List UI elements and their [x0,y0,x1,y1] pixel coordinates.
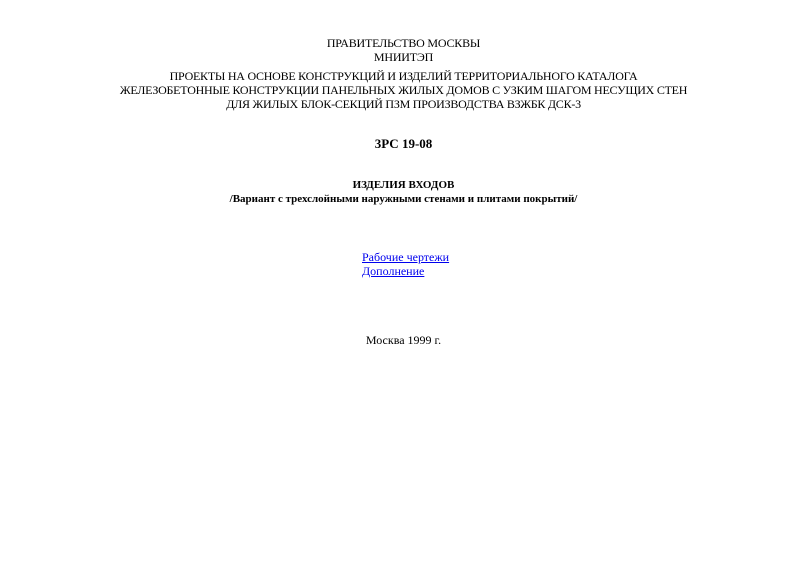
document-title-text: ИЗДЕЛИЯ ВХОДОВ [352,179,455,191]
document-subtitle-text: /Вариант с трехслойными наружными стенами и плитами покрытий/ [229,193,578,205]
project-line-2: ЖЕЛЕЗОБЕТОННЫЕ КОНСТРУКЦИИ ПАНЕЛЬНЫХ ЖИЛЫХ ДОМОВ С УЗКИМ ШАГОМ НЕСУЩИХ СТЕН [119,83,688,97]
organization-header [0,36,807,64]
addendum-link[interactable]: Дополнение [362,264,425,278]
document-code-text: 3РС 19-08 [374,136,433,151]
document-title [0,178,807,206]
project-line-3: ДЛЯ ЖИЛЫХ БЛОК-СЕКЦИЙ ПЗМ ПРОИЗВОДСТВА ВЗЖБК ДСК-3 [226,97,581,111]
organization-name: ПРАВИТЕЛЬСТВО МОСКВЫ [326,36,481,50]
document-code [0,136,807,151]
place-year: Москва 1999 г. [365,333,442,347]
project-description [0,69,807,111]
institute-name: МНИИТЭП [373,50,434,64]
document-links [362,250,449,278]
project-line-1: ПРОЕКТЫ НА ОСНОВЕ КОНСТРУКЦИЙ И ИЗДЕЛИЙ ТЕРРИТОРИАЛЬНОГО КАТАЛОГА [169,69,638,83]
document-footer [0,333,807,347]
working-drawings-link[interactable]: Рабочие чертежи [362,250,450,264]
